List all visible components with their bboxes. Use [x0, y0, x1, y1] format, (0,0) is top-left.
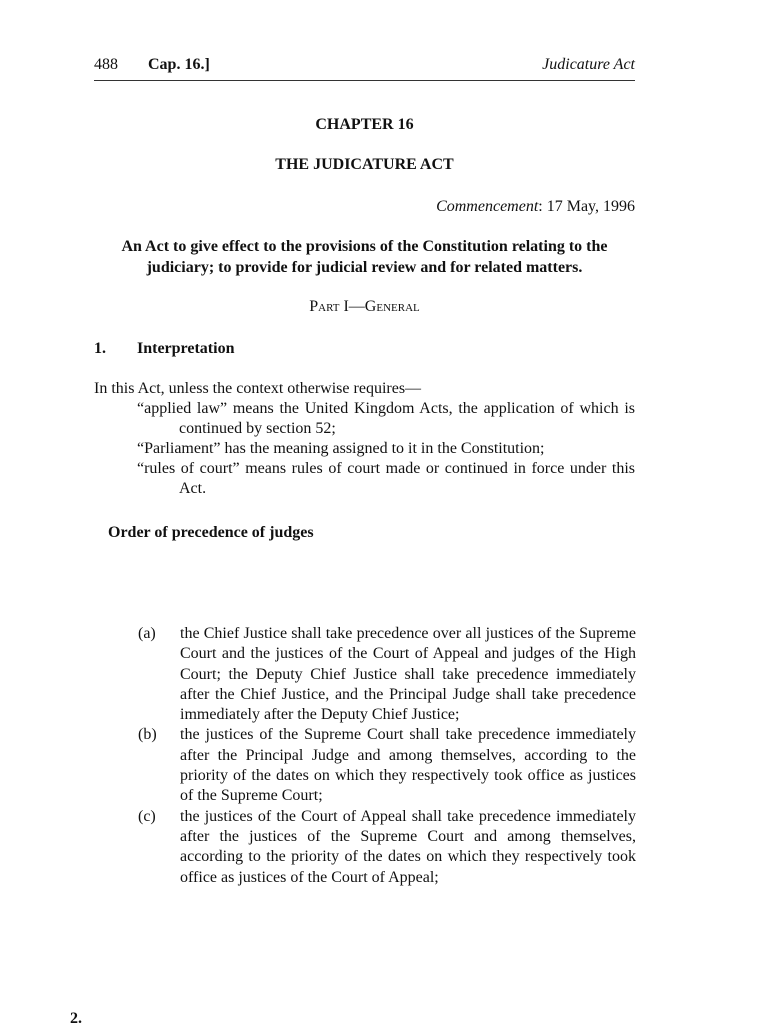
- definitions-list: [137, 399, 635, 499]
- section-1-heading: [94, 340, 234, 358]
- running-header: [94, 54, 635, 81]
- chapter-heading: CHAPTER 16: [315, 116, 414, 133]
- section-2-heading: Order of precedence of judges: [108, 524, 314, 541]
- act-title: THE JUDICATURE ACT: [275, 156, 454, 173]
- commencement-label: Commencement: [436, 198, 539, 215]
- definition-applied-law: “applied law” means the United Kingdom Acts, the application of which is continued by section 52;: [137, 400, 635, 437]
- list-item: [138, 807, 636, 888]
- running-act-name: Judicature Act: [542, 56, 635, 73]
- chapter-reference: Cap. 16.]: [148, 56, 210, 73]
- page-number: 488: [94, 56, 118, 73]
- item-text: the Chief Justice shall take precedence over all justices of the Supreme Court and the justices of the Court of Appeal and judges of the High Court; the Deputy Chief Justice shall take precedence immediately after the Chief Justice, and the Principal Judge shall take precedence immediately after the Deputy Chief Justice;: [180, 625, 636, 724]
- part-heading: Part I—General: [309, 298, 420, 315]
- list-item: [138, 725, 636, 806]
- definition-rules-of-court: “rules of court” means rules of court made or continued in force under this Act.: [137, 460, 635, 497]
- definition-parliament: “Parliament” has the meaning assigned to it in the Constitution;: [137, 440, 545, 457]
- footer-section-number: 2.: [70, 1010, 82, 1027]
- commencement: [436, 198, 635, 216]
- list-item: [138, 624, 636, 725]
- section-1-title: Interpretation: [137, 340, 235, 357]
- section-1-intro: In this Act, unless the context otherwise requires—: [94, 380, 422, 397]
- precedence-list: [138, 624, 636, 888]
- section-1-number: 1.: [94, 340, 106, 357]
- commencement-date: : 17 May, 1996: [538, 198, 635, 215]
- long-title: An Act to give effect to the provisions of the Constitution relating to the judiciary; to provide for judicial review and for related matters.: [121, 238, 608, 276]
- item-label: (c): [138, 807, 156, 825]
- item-label: (a): [138, 625, 156, 642]
- item-label: (b): [138, 726, 157, 744]
- item-text: the justices of the Court of Appeal shall take precedence immediately after the justices of the Supreme Court and among themselves, according to the priority of the dates on which they respectively took office as justices of the Court of Appeal;: [180, 807, 636, 886]
- item-text: the justices of the Supreme Court shall take precedence immediately after the Principal Judge and among themselves, according to the priority of the dates on which they respectively took office as justices of the Supreme Court;: [180, 726, 636, 805]
